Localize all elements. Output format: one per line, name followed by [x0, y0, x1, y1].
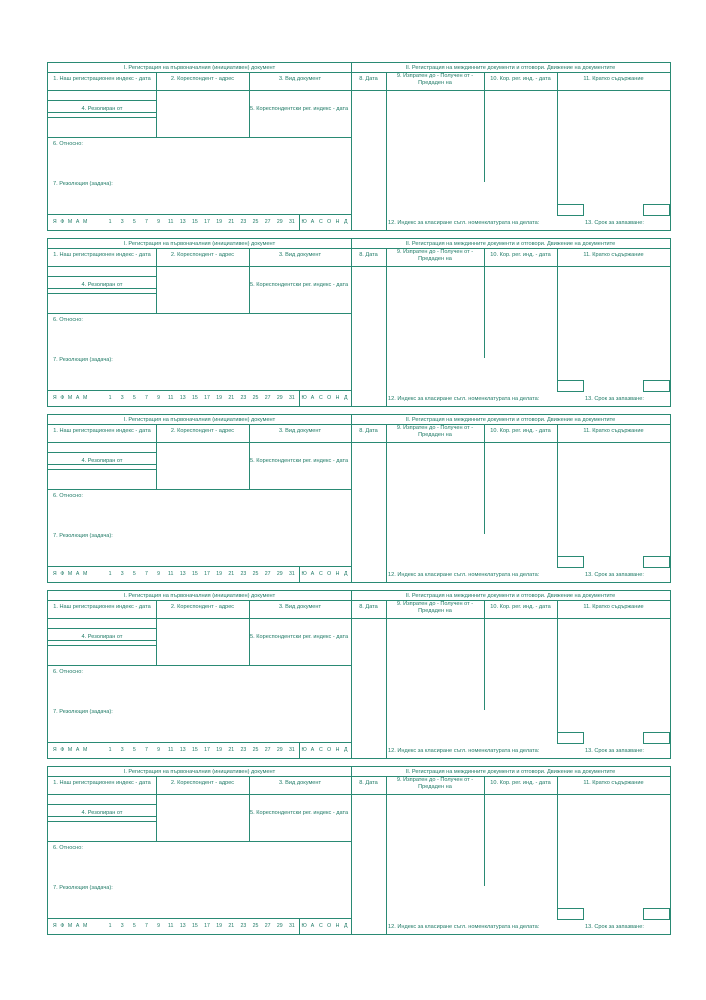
day-7: 15	[192, 923, 198, 929]
month-left-0: Я	[52, 395, 57, 401]
month-right-1: А	[310, 571, 315, 577]
month-left-2: М	[67, 923, 73, 929]
registration-card-1	[47, 62, 671, 231]
month-left-4: М	[83, 219, 88, 225]
col-doc-type: 3. Вид документ	[278, 76, 322, 82]
field-classification-index: 12. Индекс за класиране съгл. номенклатурата на делата:	[388, 396, 540, 402]
col-correspondent: 2. Кореспондент - адрес	[170, 428, 235, 434]
col-sent-to-line1: 9. Изпратен до - Получен от -	[396, 249, 474, 255]
col-corr-reg-index: 10. Кор. рег. инд. - дата	[490, 76, 551, 82]
day-2: 5	[132, 219, 136, 225]
registration-card-5	[47, 766, 671, 935]
day-5: 11	[167, 219, 174, 225]
field-resolution: 7. Резолюция (задача):	[53, 885, 113, 891]
col-sent-to-line2: Предаден на	[418, 608, 452, 614]
day-9: 19	[216, 571, 223, 577]
day-15: 31	[289, 923, 295, 929]
month-left-2: М	[67, 747, 73, 753]
month-right-4: Н	[335, 923, 340, 929]
field-resolved-by: 4. Резолиран от	[81, 810, 123, 816]
day-2: 5	[132, 395, 136, 401]
section-1-title: I. Регистрация на първоначалния (инициативен) документ	[123, 241, 276, 247]
month-right-3: О	[327, 923, 332, 929]
classification-index-box[interactable]	[557, 380, 584, 392]
col-summary: 11. Кратко съдържание	[583, 604, 644, 610]
day-10: 21	[228, 571, 235, 577]
month-left-0: Я	[52, 571, 57, 577]
field-classification-index: 12. Индекс за класиране съгл. номенклатурата на делата:	[388, 924, 540, 930]
day-6: 13	[179, 923, 186, 929]
field-regarding: 6. Относно:	[53, 669, 83, 675]
day-5: 11	[167, 747, 174, 753]
section-2-title: II. Регистрация на междинните документи и отговори. Движение на документите	[405, 593, 616, 599]
month-left-3: А	[75, 219, 80, 225]
col-summary: 11. Кратко съдържание	[583, 76, 644, 82]
months-right-row	[300, 922, 350, 930]
day-3: 7	[144, 747, 148, 753]
section-1-title: I. Регистрация на първоначалния (инициативен) документ	[123, 593, 276, 599]
field-resolution: 7. Резолюция (задача):	[53, 181, 113, 187]
months-left-row	[51, 394, 89, 402]
field-resolved-by: 4. Резолиран от	[81, 282, 123, 288]
col-doc-type: 3. Вид документ	[278, 252, 322, 258]
month-left-0: Я	[52, 923, 57, 929]
day-3: 7	[144, 923, 148, 929]
month-left-4: М	[83, 923, 88, 929]
day-6: 13	[179, 395, 186, 401]
col-doc-type: 3. Вид документ	[278, 604, 322, 610]
day-15: 31	[289, 219, 295, 225]
day-14: 29	[276, 395, 283, 401]
day-3: 7	[144, 571, 148, 577]
col-date: 8. Дата	[359, 428, 378, 434]
day-3: 7	[144, 219, 148, 225]
day-11: 23	[240, 571, 247, 577]
month-left-2: М	[67, 571, 73, 577]
month-right-2: С	[318, 747, 323, 753]
months-left-row	[51, 570, 89, 578]
month-left-1: Ф	[60, 923, 65, 929]
month-left-0: Я	[52, 219, 57, 225]
month-right-4: Н	[335, 395, 340, 401]
col-date: 8. Дата	[359, 76, 378, 82]
day-11: 23	[240, 923, 247, 929]
field-resolution: 7. Резолюция (задача):	[53, 533, 113, 539]
months-left-row	[51, 218, 89, 226]
month-left-0: Я	[52, 747, 57, 753]
month-right-1: А	[310, 219, 315, 225]
col-corr-reg-index: 10. Кор. рег. инд. - дата	[490, 252, 551, 258]
day-12: 25	[252, 571, 259, 577]
month-right-0: Ю	[301, 571, 307, 577]
month-right-3: О	[327, 395, 332, 401]
days-row	[104, 394, 298, 402]
col-correspondent: 2. Кореспондент - адрес	[170, 780, 235, 786]
month-right-5: Д	[344, 923, 348, 929]
classification-index-box[interactable]	[557, 908, 584, 920]
day-7: 15	[192, 395, 198, 401]
col-doc-type: 3. Вид документ	[278, 428, 322, 434]
field-resolved-by: 4. Резолиран от	[81, 458, 123, 464]
col-our-reg-index: 1. Наш регистрационен индекс - дата	[53, 76, 151, 82]
day-15: 31	[289, 571, 295, 577]
field-corr-reg-index: 5. Кореспондентски рег. индекс - дата	[250, 458, 349, 464]
day-13: 27	[264, 747, 271, 753]
day-9: 19	[216, 395, 223, 401]
month-right-3: О	[327, 747, 332, 753]
month-left-4: М	[83, 747, 88, 753]
month-left-3: А	[75, 571, 80, 577]
day-5: 11	[167, 395, 174, 401]
month-left-4: М	[83, 395, 88, 401]
day-4: 9	[157, 219, 160, 225]
field-regarding: 6. Относно:	[53, 493, 83, 499]
section-1-title: I. Регистрация на първоначалния (инициативен) документ	[123, 65, 276, 71]
month-left-3: А	[75, 395, 80, 401]
col-summary: 11. Кратко съдържание	[583, 780, 644, 786]
col-our-reg-index: 1. Наш регистрационен индекс - дата	[53, 604, 151, 610]
day-0: 1	[108, 923, 112, 929]
retention-period-box[interactable]	[643, 380, 670, 392]
month-left-1: Ф	[60, 219, 65, 225]
section-2-title: II. Регистрация на междинните документи и отговори. Движение на документите	[405, 769, 616, 775]
col-sent-to-line1: 9. Изпратен до - Получен от -	[396, 73, 474, 79]
days-row	[104, 218, 298, 226]
day-5: 11	[167, 923, 174, 929]
col-doc-type: 3. Вид документ	[278, 780, 322, 786]
field-retention-period: 13. Срок за запазване:	[585, 924, 644, 930]
day-11: 23	[240, 395, 247, 401]
month-left-4: М	[83, 571, 88, 577]
field-corr-reg-index: 5. Кореспондентски рег. индекс - дата	[250, 634, 349, 640]
col-sent-to-line1: 9. Изпратен до - Получен от -	[396, 425, 474, 431]
col-sent-to-line1: 9. Изпратен до - Получен от -	[396, 777, 474, 783]
day-1: 3	[120, 395, 124, 401]
month-right-0: Ю	[301, 219, 307, 225]
days-row	[104, 746, 298, 754]
day-12: 25	[252, 747, 259, 753]
classification-index-box[interactable]	[557, 556, 584, 568]
day-7: 15	[192, 219, 198, 225]
month-right-0: Ю	[301, 747, 307, 753]
day-14: 29	[276, 571, 283, 577]
month-left-3: А	[75, 747, 80, 753]
day-13: 27	[264, 923, 271, 929]
day-0: 1	[108, 571, 112, 577]
months-right-row	[300, 218, 350, 226]
col-corr-reg-index: 10. Кор. рег. инд. - дата	[490, 780, 551, 786]
month-left-1: Ф	[60, 571, 65, 577]
col-date: 8. Дата	[359, 252, 378, 258]
day-11: 23	[240, 747, 247, 753]
months-right-row	[300, 570, 350, 578]
month-right-2: С	[318, 571, 323, 577]
day-15: 31	[289, 395, 295, 401]
section-1-title: I. Регистрация на първоначалния (инициативен) документ	[123, 417, 276, 423]
day-10: 21	[228, 395, 235, 401]
months-left-row	[51, 922, 89, 930]
day-9: 19	[216, 923, 223, 929]
col-our-reg-index: 1. Наш регистрационен индекс - дата	[53, 780, 151, 786]
month-right-4: Н	[335, 219, 340, 225]
field-resolution: 7. Резолюция (задача):	[53, 357, 113, 363]
month-right-1: А	[310, 395, 315, 401]
day-8: 17	[204, 923, 210, 929]
field-retention-period: 13. Срок за запазване:	[585, 748, 644, 754]
day-1: 3	[120, 571, 124, 577]
day-10: 21	[228, 219, 235, 225]
day-9: 19	[216, 219, 223, 225]
day-4: 9	[157, 571, 160, 577]
months-right-row	[300, 394, 350, 402]
col-our-reg-index: 1. Наш регистрационен индекс - дата	[53, 428, 151, 434]
col-corr-reg-index: 10. Кор. рег. инд. - дата	[490, 428, 551, 434]
day-4: 9	[157, 923, 160, 929]
month-right-5: Д	[344, 747, 348, 753]
day-10: 21	[228, 923, 235, 929]
col-sent-to-line2: Предаден на	[418, 80, 452, 86]
month-left-1: Ф	[60, 747, 65, 753]
day-13: 27	[264, 395, 271, 401]
day-6: 13	[179, 571, 186, 577]
day-12: 25	[252, 219, 259, 225]
day-12: 25	[252, 395, 259, 401]
registration-card-4	[47, 590, 671, 759]
field-regarding: 6. Относно:	[53, 317, 83, 323]
month-left-3: А	[75, 923, 80, 929]
col-sent-to-line2: Предаден на	[418, 432, 452, 438]
day-8: 17	[204, 395, 210, 401]
month-left-2: М	[67, 219, 73, 225]
months-left-row	[51, 746, 89, 754]
day-0: 1	[108, 219, 112, 225]
days-row	[104, 570, 298, 578]
col-corr-reg-index: 10. Кор. рег. инд. - дата	[490, 604, 551, 610]
month-right-2: С	[318, 219, 323, 225]
month-left-2: М	[67, 395, 73, 401]
section-2-title: II. Регистрация на междинните документи и отговори. Движение на документите	[405, 65, 616, 71]
day-0: 1	[108, 747, 112, 753]
classification-index-box[interactable]	[557, 204, 584, 216]
field-retention-period: 13. Срок за запазване:	[585, 220, 644, 226]
day-13: 27	[264, 219, 271, 225]
col-sent-to-line1: 9. Изпратен до - Получен от -	[396, 601, 474, 607]
day-0: 1	[108, 395, 112, 401]
day-8: 17	[204, 219, 210, 225]
field-retention-period: 13. Срок за запазване:	[585, 572, 644, 578]
classification-index-box[interactable]	[557, 732, 584, 744]
month-right-4: Н	[335, 571, 340, 577]
retention-period-box[interactable]	[643, 556, 670, 568]
registration-card-3	[47, 414, 671, 583]
day-14: 29	[276, 923, 283, 929]
day-8: 17	[204, 571, 210, 577]
months-right-row	[300, 746, 350, 754]
field-resolved-by: 4. Резолиран от	[81, 106, 123, 112]
col-correspondent: 2. Кореспондент - адрес	[170, 76, 235, 82]
retention-period-box[interactable]	[643, 732, 670, 744]
day-7: 15	[192, 571, 198, 577]
day-3: 7	[144, 395, 148, 401]
day-1: 3	[120, 747, 124, 753]
month-right-2: С	[318, 395, 323, 401]
field-classification-index: 12. Индекс за класиране съгл. номенклатурата на делата:	[388, 572, 540, 578]
retention-period-box[interactable]	[643, 908, 670, 920]
field-regarding: 6. Относно:	[53, 845, 83, 851]
month-right-4: Н	[335, 747, 340, 753]
col-our-reg-index: 1. Наш регистрационен индекс - дата	[53, 252, 151, 258]
day-12: 25	[252, 923, 259, 929]
col-summary: 11. Кратко съдържание	[583, 428, 644, 434]
month-right-0: Ю	[301, 923, 307, 929]
field-classification-index: 12. Индекс за класиране съгл. номенклатурата на делата:	[388, 748, 540, 754]
field-resolution: 7. Резолюция (задача):	[53, 709, 113, 715]
field-classification-index: 12. Индекс за класиране съгл. номенклатурата на делата:	[388, 220, 540, 226]
day-2: 5	[132, 747, 136, 753]
days-row	[104, 922, 298, 930]
month-right-2: С	[318, 923, 323, 929]
day-8: 17	[204, 747, 210, 753]
month-right-5: Д	[344, 219, 348, 225]
month-right-3: О	[327, 571, 332, 577]
retention-period-box[interactable]	[643, 204, 670, 216]
month-right-0: Ю	[301, 395, 307, 401]
col-sent-to-line2: Предаден на	[418, 784, 452, 790]
day-2: 5	[132, 571, 136, 577]
field-regarding: 6. Относно:	[53, 141, 83, 147]
month-right-1: А	[310, 747, 315, 753]
month-right-5: Д	[344, 571, 348, 577]
day-15: 31	[289, 747, 295, 753]
col-date: 8. Дата	[359, 604, 378, 610]
day-4: 9	[157, 747, 160, 753]
field-corr-reg-index: 5. Кореспондентски рег. индекс - дата	[250, 282, 349, 288]
day-5: 11	[167, 571, 174, 577]
day-7: 15	[192, 747, 198, 753]
day-2: 5	[132, 923, 136, 929]
month-right-3: О	[327, 219, 332, 225]
col-correspondent: 2. Кореспондент - адрес	[170, 252, 235, 258]
field-corr-reg-index: 5. Кореспондентски рег. индекс - дата	[250, 810, 349, 816]
day-1: 3	[120, 923, 124, 929]
col-sent-to-line2: Предаден на	[418, 256, 452, 262]
day-10: 21	[228, 747, 235, 753]
day-9: 19	[216, 747, 223, 753]
month-left-1: Ф	[60, 395, 65, 401]
day-11: 23	[240, 219, 247, 225]
section-2-title: II. Регистрация на междинните документи и отговори. Движение на документите	[405, 241, 616, 247]
col-correspondent: 2. Кореспондент - адрес	[170, 604, 235, 610]
day-13: 27	[264, 571, 271, 577]
section-2-title: II. Регистрация на междинните документи и отговори. Движение на документите	[405, 417, 616, 423]
day-14: 29	[276, 747, 283, 753]
col-summary: 11. Кратко съдържание	[583, 252, 644, 258]
field-corr-reg-index: 5. Кореспондентски рег. индекс - дата	[250, 106, 349, 112]
field-resolved-by: 4. Резолиран от	[81, 634, 123, 640]
day-6: 13	[179, 747, 186, 753]
day-6: 13	[179, 219, 186, 225]
month-right-1: А	[310, 923, 315, 929]
registration-card-2	[47, 238, 671, 407]
day-1: 3	[120, 219, 124, 225]
col-date: 8. Дата	[359, 780, 378, 786]
month-right-5: Д	[344, 395, 348, 401]
field-retention-period: 13. Срок за запазване:	[585, 396, 644, 402]
section-1-title: I. Регистрация на първоначалния (инициативен) документ	[123, 769, 276, 775]
day-4: 9	[157, 395, 160, 401]
day-14: 29	[276, 219, 283, 225]
